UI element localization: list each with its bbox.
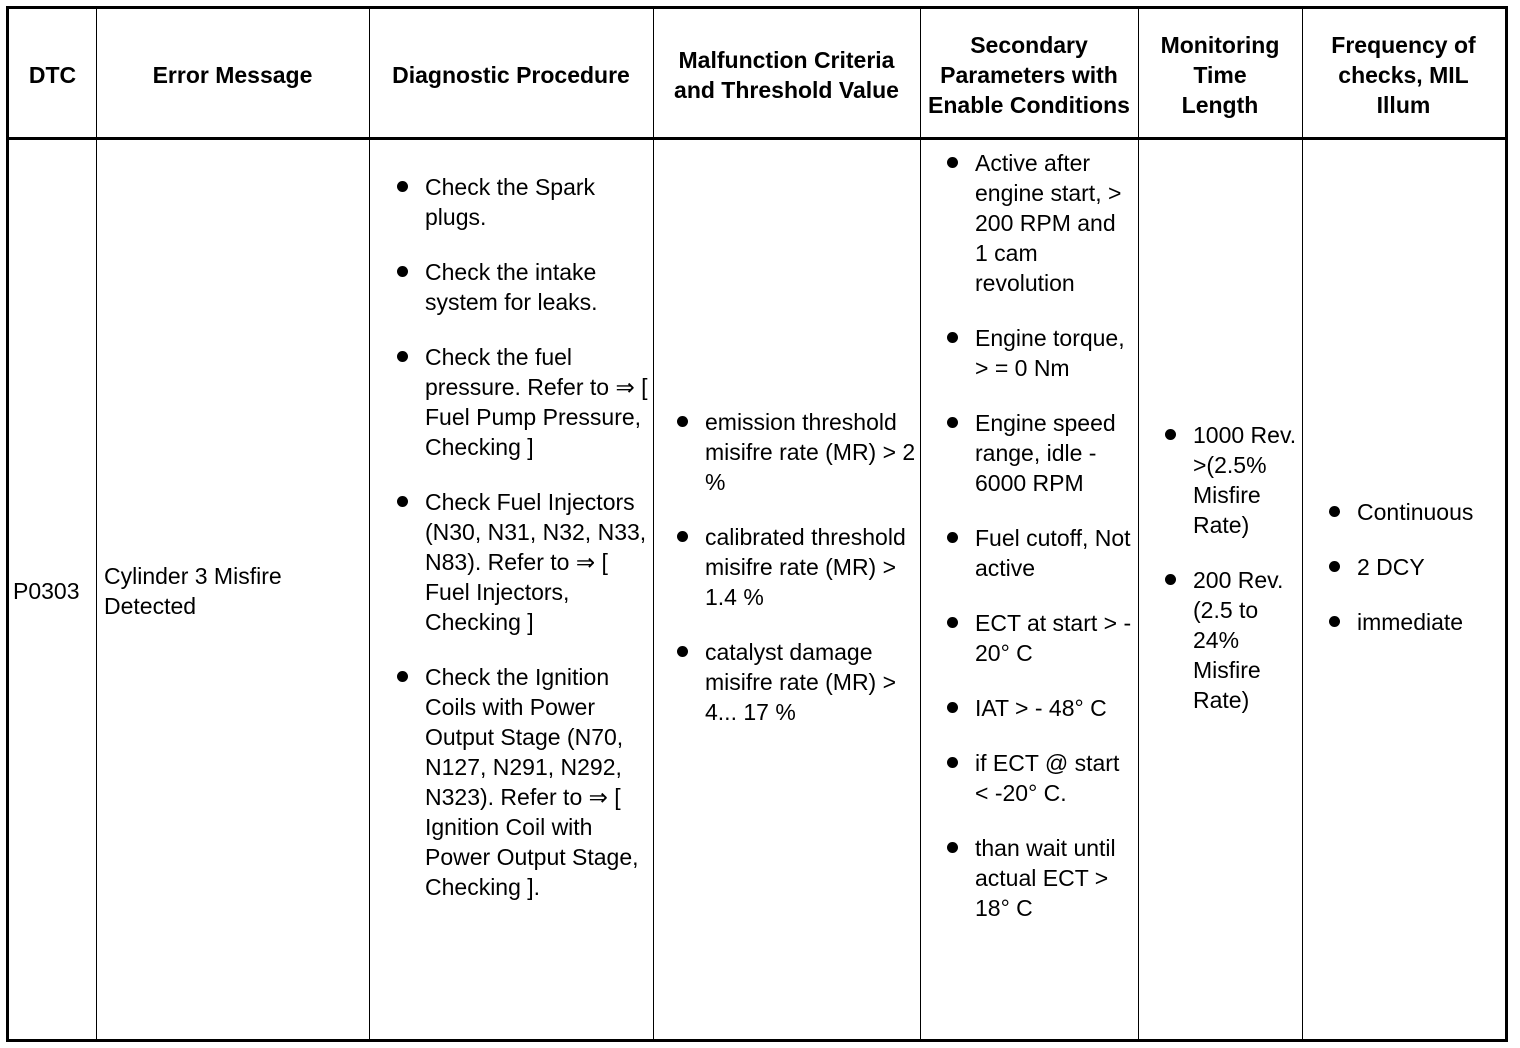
list-item: 1000 Rev. >(2.5% Misfire Rate) [1160, 420, 1298, 540]
list-item: Check the intake system for leaks. [392, 257, 649, 317]
dtc-table [6, 6, 1508, 1042]
malfunction-criteria-list [672, 407, 916, 727]
list-item: Engine torque, > = 0 Nm [942, 323, 1134, 383]
secondary-parameters-list [942, 148, 1134, 923]
header-frequency: Frequency of checks, MIL Illum [1331, 31, 1476, 118]
list-item: calibrated threshold misifre rate (MR) > 1.4 % [672, 522, 916, 612]
list-item: Check Fuel Injectors (N30, N31, N32, N33, N83). Refer to ⇒ [ Fuel Injectors, Checking ] [392, 487, 649, 637]
list-item: Active after engine start, > 200 RPM and 1 cam revolution [942, 148, 1134, 298]
bullet-icon [947, 417, 958, 428]
list-item: immediate [1324, 607, 1473, 637]
bullet-icon [1165, 429, 1176, 440]
list-item: Engine speed range, idle - 6000 RPM [942, 408, 1134, 498]
list-item: IAT > - 48° C [942, 693, 1134, 723]
frequency-list [1324, 497, 1473, 637]
bullet-icon [947, 617, 958, 628]
header-malfunction-criteria: Malfunction Criteria and Threshold Value [674, 46, 899, 103]
list-item: 2 DCY [1324, 552, 1473, 582]
bullet-icon [947, 332, 958, 343]
list-item: Check the fuel pressure. Refer to ⇒ [ Fuel Pump Pressure, Checking ] [392, 342, 649, 462]
header-dtc: DTC [28, 61, 77, 88]
header-secondary-parameters: Secondary Parameters with Enable Conditions [928, 31, 1130, 118]
bullet-icon [397, 671, 408, 682]
bullet-icon [947, 157, 958, 168]
list-item: Fuel cutoff, Not active [942, 523, 1134, 583]
cell-error-message [96, 143, 369, 1039]
list-item: 200 Rev. (2.5 to 24% Misfire Rate) [1160, 565, 1298, 715]
list-item: emission threshold misifre rate (MR) > 2 % [672, 407, 916, 497]
list-item: catalyst damage misifre rate (MR) > 4... 17 % [672, 637, 916, 727]
list-item: ECT at start > - 20° C [942, 608, 1134, 668]
diagnostic-procedure-list [392, 172, 649, 902]
cell-malfunction-criteria [653, 143, 920, 1039]
cell-dtc [9, 143, 96, 1039]
bullet-icon [1329, 616, 1340, 627]
bullet-icon [677, 531, 688, 542]
list-item: than wait until actual ECT > 18° C [942, 833, 1134, 923]
error-message-text: Cylinder 3 Misfire Detected [104, 563, 282, 619]
bullet-icon [1329, 561, 1340, 572]
bullet-icon [947, 757, 958, 768]
cell-frequency [1302, 143, 1505, 1039]
list-item: Check the Spark plugs. [392, 172, 649, 232]
bullet-icon [947, 532, 958, 543]
bullet-icon [1165, 574, 1176, 585]
cell-diagnostic-procedure [369, 143, 653, 1039]
bullet-icon [677, 646, 688, 657]
bullet-icon [677, 416, 688, 427]
list-item: Check the Ignition Coils with Power Output Stage (N70, N127, N291, N292, N323). Refer to ⇒ [ Ignition Coil with Power Output Stage, Checking ]. [392, 662, 649, 902]
header-error-message: Error Message [152, 61, 313, 88]
bullet-icon [1329, 506, 1340, 517]
dtc-code: P0303 [13, 578, 80, 604]
bullet-icon [947, 842, 958, 853]
bullet-icon [947, 702, 958, 713]
cell-secondary-parameters [920, 143, 1138, 1039]
monitoring-time-list [1160, 420, 1298, 715]
bullet-icon [397, 266, 408, 277]
bullet-icon [397, 496, 408, 507]
header-monitoring-time: Monitoring Time Length [1160, 31, 1280, 118]
bullet-icon [397, 351, 408, 362]
cell-monitoring-time [1138, 143, 1302, 1039]
list-item: if ECT @ start < -20° C. [942, 748, 1134, 808]
list-item: Continuous [1324, 497, 1473, 527]
header-diagnostic-procedure: Diagnostic Procedure [392, 61, 630, 88]
bullet-icon [397, 181, 408, 192]
